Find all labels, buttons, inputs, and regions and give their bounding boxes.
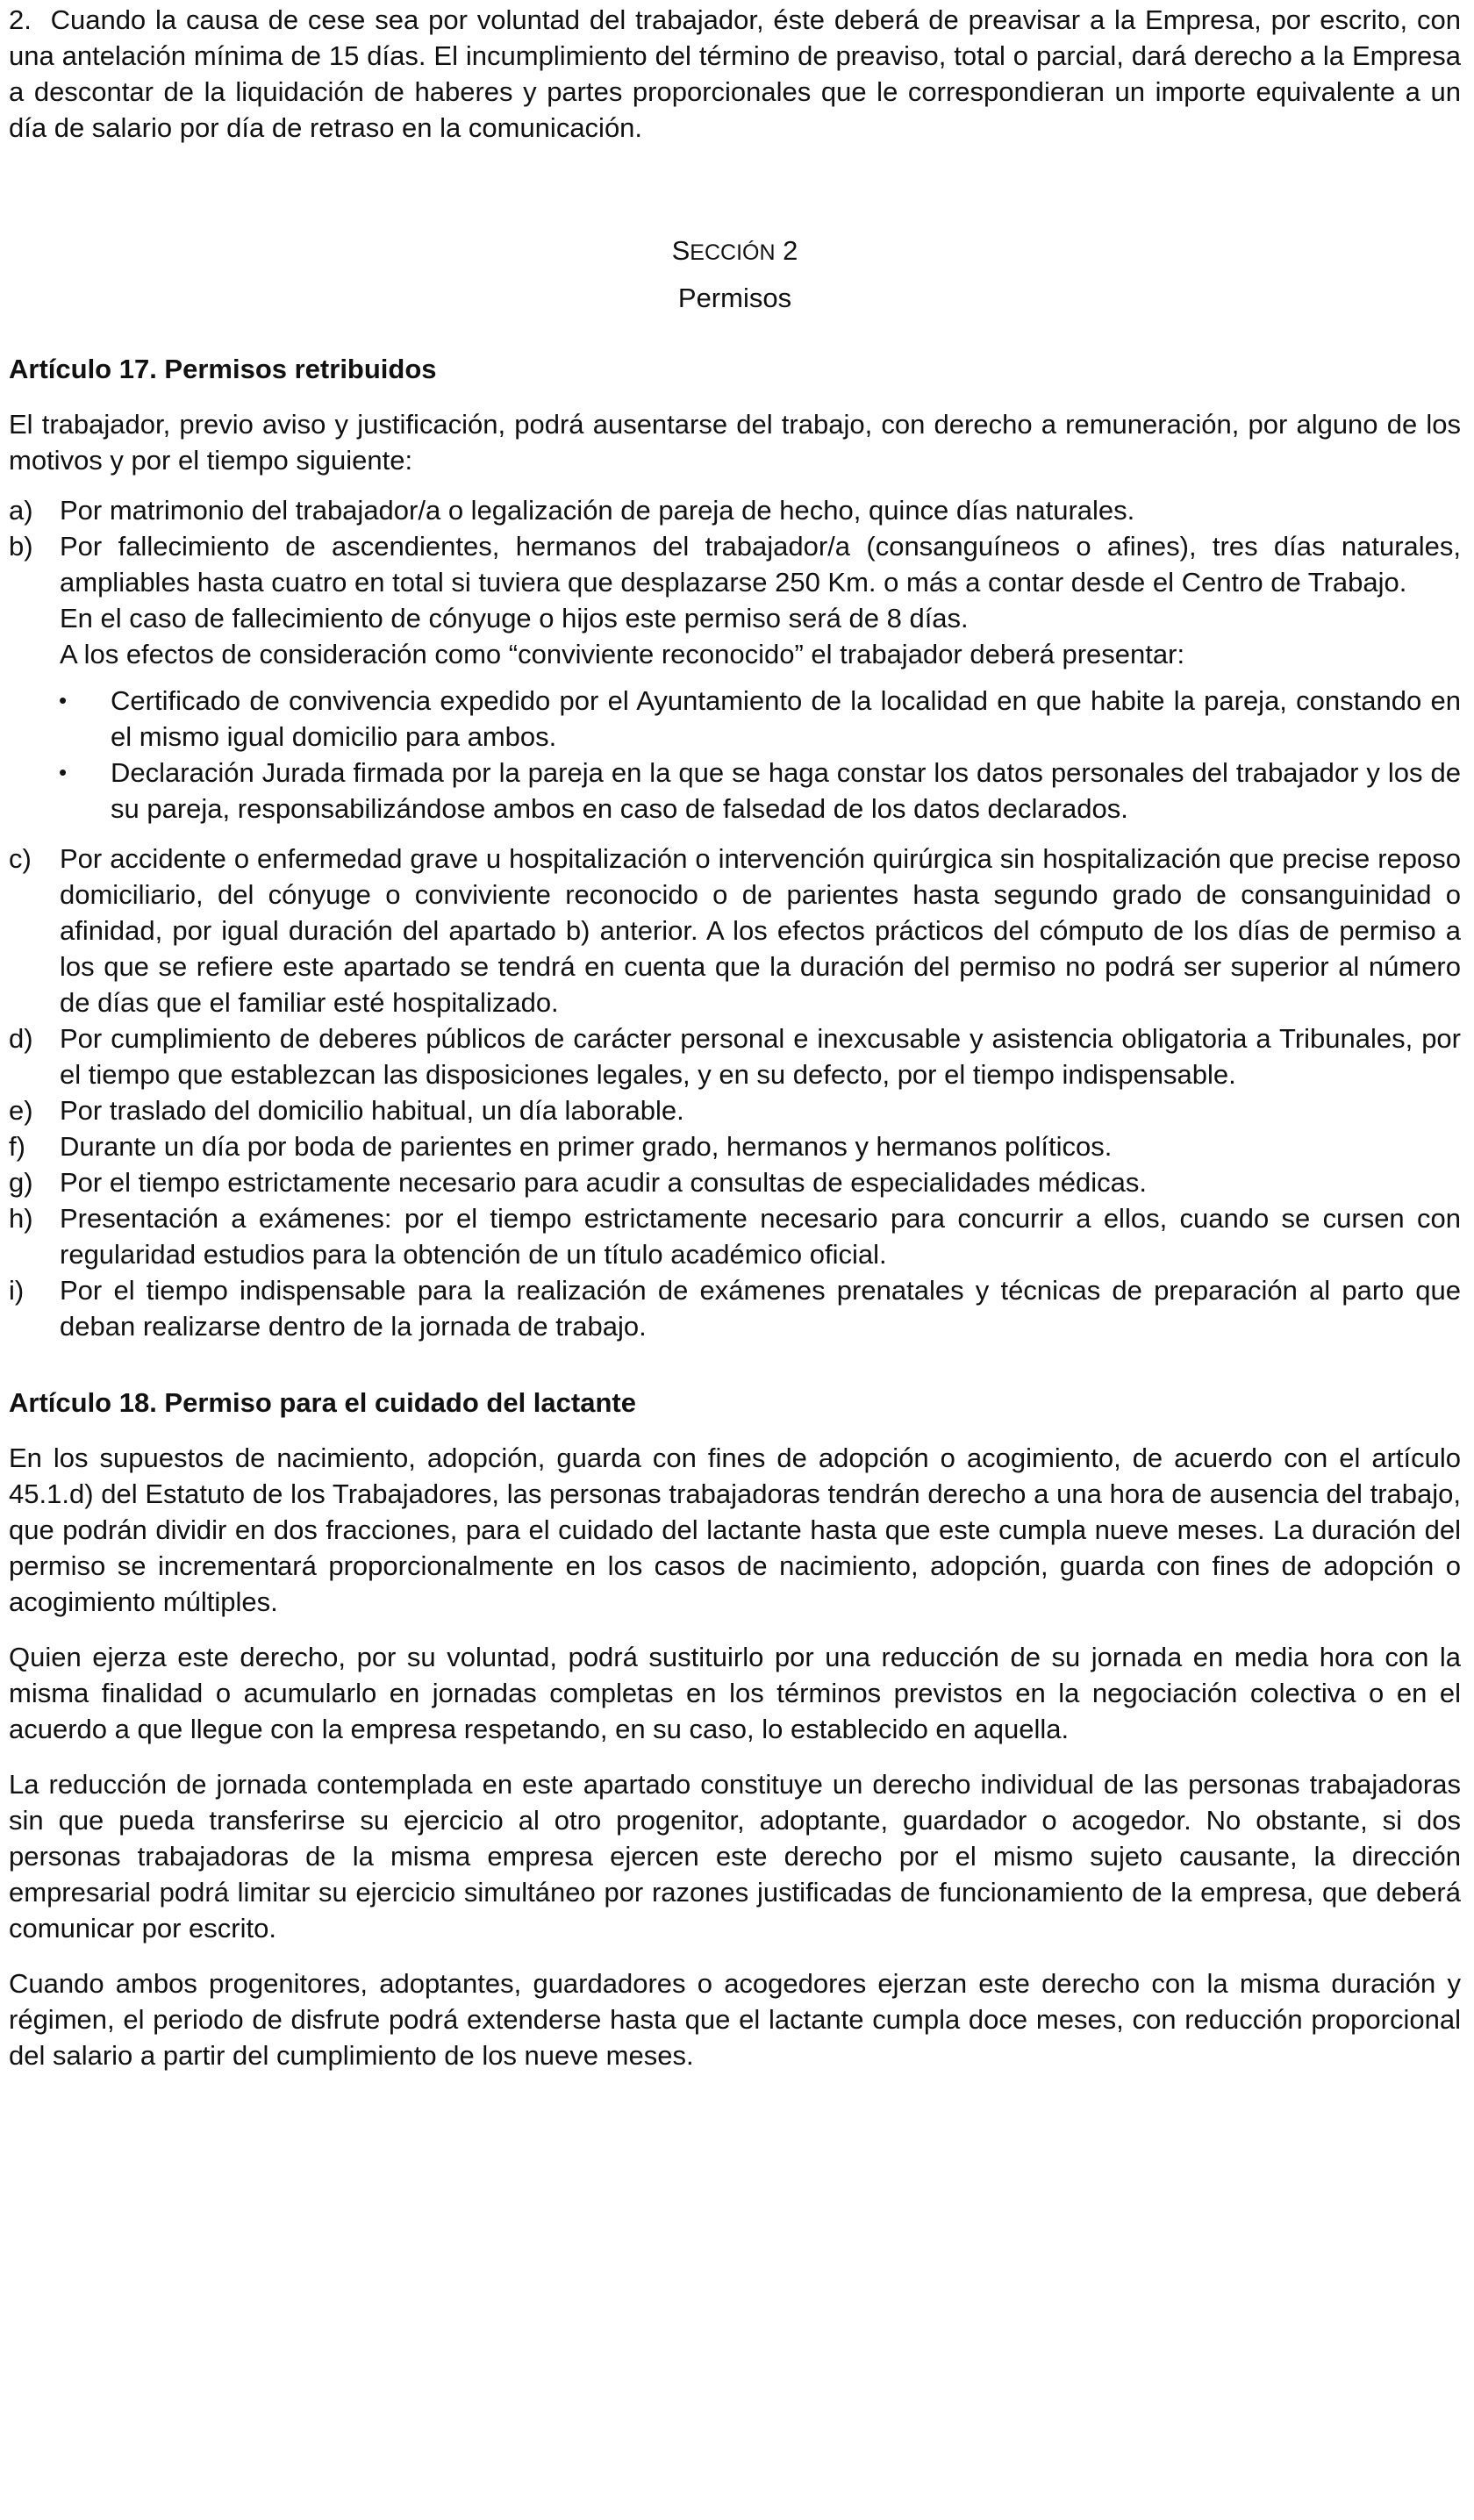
list-item bbox=[9, 1020, 1461, 1092]
article-17-title: Artículo 17. Permisos retribuidos bbox=[9, 354, 437, 384]
list-item bbox=[9, 1200, 1461, 1272]
list-item-letter: f) bbox=[9, 1131, 25, 1162]
article-18-paragraph: Quien ejerza este derecho, por su voluntad, podrá sustituirlo por una reducción de su jornada en media hora con la misma finalidad o acumularlo en jornadas completas en los términos previstos en la negociación colectiva o en el acuerdo a que llegue con la empresa respetando, en su caso, lo establecido en aquella. bbox=[9, 1642, 1461, 1744]
list-item-text: Por traslado del domicilio habitual, un día laborable. bbox=[60, 1095, 684, 1126]
list-item bbox=[9, 841, 1461, 1020]
list-item-text: Por el tiempo indispensable para la realización de exámenes prenatales y técnicas de preparación al parto que deban realizarse dentro de la jornada de trabajo. bbox=[60, 1275, 1461, 1342]
article-18-title: Artículo 18. Permiso para el cuidado del lactante bbox=[9, 1387, 636, 1418]
bullet-item bbox=[9, 755, 1461, 827]
bullet-item bbox=[9, 683, 1461, 755]
list-item-text: Por cumplimiento de deberes públicos de carácter personal e inexcusable y asistencia obligatoria a Tribunales, por el tiempo que establezcan las disposiciones legales, y en su defecto, por el tiempo indispensable. bbox=[60, 1023, 1461, 1090]
cohabitant-requirements-list bbox=[9, 683, 1461, 827]
list-item-letter: c) bbox=[9, 843, 32, 874]
section-title: Permisos bbox=[677, 283, 792, 313]
document-page bbox=[9, 0, 1461, 2073]
list-item-text: Presentación a exámenes: por el tiempo estrictamente necesario para concurrir a ellos, cuando se cursen con regularidad estudios para la obtención de un título académico oficial. bbox=[60, 1203, 1461, 1270]
section-number: 2 bbox=[783, 235, 798, 266]
bullet-text: Declaración Jurada firmada por la pareja en la que se haga constar los datos personales del trabajador y los de su pareja, responsabilizándose ambos en caso de falsedad de los datos declarados. bbox=[111, 757, 1461, 824]
bullet-icon: • bbox=[59, 759, 68, 785]
intro-number: 2. bbox=[9, 4, 32, 35]
list-item bbox=[9, 1128, 1461, 1164]
bullet-text: Certificado de convivencia expedido por el Ayuntamiento de la localidad en que habite la pareja, constando en el mismo igual domicilio para ambos. bbox=[111, 685, 1461, 752]
section-label-initial: S bbox=[671, 235, 690, 266]
list-item-letter: a) bbox=[9, 495, 33, 526]
intro-text: Cuando la causa de cese sea por voluntad del trabajador, éste deberá de preavisar a la Empresa, por escrito, con una antelación mínima de 15 días. El incumplimiento del término de preaviso, total o parcial, dará derecho a la Empresa a descontar de la liquidación de haberes y partes proporcionales que le correspondieran un importe equivalente a un día de salario por día de retraso en la comunicación. bbox=[9, 4, 1461, 143]
permit-list-c-i bbox=[9, 841, 1461, 1344]
section-label bbox=[9, 228, 1461, 276]
list-item-letter: b) bbox=[9, 531, 33, 562]
list-item-letter: e) bbox=[9, 1095, 33, 1126]
permit-list-a-b bbox=[9, 492, 1461, 600]
list-item-letter: i) bbox=[9, 1275, 25, 1306]
intro-paragraph bbox=[9, 2, 1461, 146]
list-item bbox=[9, 528, 1461, 600]
list-item-text: Por matrimonio del trabajador/a o legalización de pareja de hecho, quince días naturales. bbox=[60, 495, 1135, 526]
section-heading bbox=[9, 228, 1461, 321]
item-b-cohabitant-note: A los efectos de consideración como “conviviente reconocido” el trabajador deberá presentar: bbox=[60, 639, 1185, 669]
list-item-letter: h) bbox=[9, 1203, 33, 1234]
article-17-intro: El trabajador, previo aviso y justificación, podrá ausentarse del trabajo, con derecho a remuneración, por alguno de los motivos y por el tiempo siguiente: bbox=[9, 409, 1461, 476]
list-item-text: Durante un día por boda de parientes en primer grado, hermanos y hermanos políticos. bbox=[60, 1131, 1113, 1162]
list-item bbox=[9, 492, 1461, 528]
list-item-letter: g) bbox=[9, 1167, 33, 1198]
section-label-rest: ECCIÓN bbox=[690, 240, 776, 265]
list-item bbox=[9, 1272, 1461, 1344]
article-18-paragraph: Cuando ambos progenitores, adoptantes, guardadores o acogedores ejerzan este derecho con la misma duración y régimen, el periodo de disfrute podrá extenderse hasta que el lactante cumpla doce meses, con reducción proporcional del salario a partir del cumplimiento de los nueve meses. bbox=[9, 1968, 1461, 2071]
list-item-text: Por el tiempo estrictamente necesario para acudir a consultas de especialidades médicas. bbox=[60, 1167, 1147, 1198]
list-item bbox=[9, 1164, 1461, 1200]
article-18-paragraph: La reducción de jornada contemplada en este apartado constituye un derecho individual de las personas trabajadoras sin que pueda transferirse su ejercicio al otro progenitor, adoptante, guardador o acogedor. No obstante, si dos personas trabajadoras de la misma empresa ejercen este derecho por el mismo sujeto causante, la dirección empresarial podrá limitar su ejercicio simultáneo por razones justificadas de funcionamiento de la empresa, que deberá comunicar por escrito. bbox=[9, 1769, 1461, 1944]
list-item bbox=[9, 1092, 1461, 1128]
article-18-paragraph: En los supuestos de nacimiento, adopción, guarda con fines de adopción o acogimiento, de acuerdo con el artículo 45.1.d) del Estatuto de los Trabajadores, las personas trabajadoras tendrán derecho a una hora de ausencia del trabajo, que podrán dividir en dos fracciones, para el cuidado del lactante hasta que este cumpla nueve meses. La duración del permiso se incrementará proporcionalmente en los casos de nacimiento, adopción, guarda con fines de adopción o acogimiento múltiples. bbox=[9, 1443, 1461, 1617]
list-item-letter: d) bbox=[9, 1023, 33, 1054]
bullet-icon: • bbox=[59, 687, 68, 713]
list-item-text: Por accidente o enfermedad grave u hospitalización o intervención quirúrgica sin hospitalización que precise reposo domiciliario, del cónyuge o conviviente reconocido o de parientes hasta segundo grado de consanguinidad o afinidad, por igual duración del apartado b) anterior. A los efectos prácticos del cómputo de los días de permiso a los que se refiere este apartado se tendrá en cuenta que la duración del permiso no podrá ser superior al número de días que el familiar esté hospitalizado. bbox=[60, 843, 1461, 1018]
item-b-spouse-note: En el caso de fallecimiento de cónyuge o hijos este permiso será de 8 días. bbox=[60, 603, 969, 634]
list-item-text: Por fallecimiento de ascendientes, hermanos del trabajador/a (consanguíneos o afines), tres días naturales, ampliables hasta cuatro en total si tuviera que desplazarse 250 Km. o más a contar desde el Centro de Trabajo. bbox=[60, 531, 1461, 598]
